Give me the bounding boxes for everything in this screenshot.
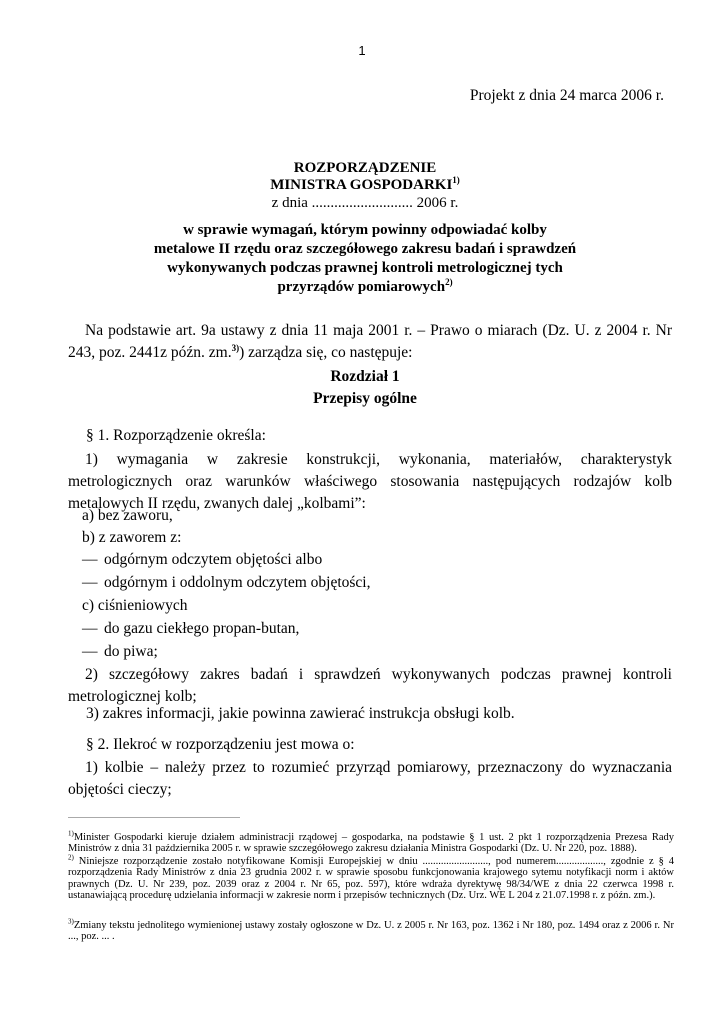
section-2-item-1: 1) kolbie – należy przez to rozumieć przyrząd pomiarowy, przeznaczony do wyznaczania objętości cieczy; [68, 759, 672, 798]
list-item-a: a) bez zaworu, [82, 507, 173, 524]
section-1-item-2: 2) szczegółowy zakres badań i sprawdzeń wykonywanych podczas prawnej kontroli metrologicznej kolb; [68, 666, 672, 705]
chapter-label: Rozdział 1 [330, 368, 400, 385]
preamble [68, 320, 672, 364]
footnote-3-text: Zmiany tekstu jednolitego wymienionej ustawy zostały ogłoszone w Dz. U. z 2005 r. Nr 163, poz. 1362 i Nr 180, poz. 1494 oraz z 2006 r. Nr ..., poz. ... . [68, 920, 674, 943]
chapter-title: Przepisy ogólne [313, 390, 417, 407]
footnote-2 [68, 853, 674, 902]
em-dash-icon: — [82, 574, 98, 591]
dash-item-4-text: do piwa; [104, 643, 158, 660]
page-number: 1 [358, 43, 366, 58]
project-date-line: Projekt z dnia 24 marca 2006 r. [469, 87, 664, 104]
footnote-3 [68, 917, 674, 943]
issuer-text: MINISTRA GOSPODARKI [270, 177, 453, 193]
subject-line-1: w sprawie wymagań, którym powinny odpowiadać kolby [183, 222, 547, 238]
section-1-item-1: 1) wymagania w zakresie konstrukcji, wykonania, materiałów, charakterystyk metrologicznych oraz warunków właściwego stosowania następujących rodzajów kolb metalowych II rzędu, zwanych dalej „kolbami”: [68, 451, 672, 512]
regulation-subject [60, 221, 670, 297]
issuer-title [60, 177, 670, 194]
footnote-separator [68, 817, 240, 818]
subject-line-4-text: przyrządów pomiarowych [277, 279, 446, 295]
footnote-1 [68, 829, 674, 855]
em-dash-icon: — [82, 551, 98, 568]
footnote-ref-3: 3) [231, 342, 240, 353]
preamble-text-a: Na podstawie art. 9a ustawy z dnia 11 maja 2001 r. – Prawo o miarach (Dz. U. z 2004 r. Nr 243, poz. 2441z późn. zm. [68, 322, 672, 361]
dash-item-1-text: odgórnym odczytem objętości albo [104, 551, 323, 568]
dash-item-1 [82, 551, 322, 569]
footnote-1-text: Minister Gospodarki kieruje działem administracji rządowej – gospodarka, na podstawie § 1 ust. 2 pkt 1 rozporządzenia Prezesa Rady Ministrów z dnia 31 października 2005 r. w sprawie szczegółowego zakresu działania Ministra Gospodarki (Dz. U. Nr 220, poz. 1888). [68, 832, 674, 855]
list-item-c: c) ciśnieniowych [82, 597, 188, 614]
section-2-intro: § 2. Ilekroć w rozporządzeniu jest mowa o: [86, 736, 355, 753]
preamble-text-b: ) zarządza się, co następuje: [239, 344, 413, 361]
subject-line-3: wykonywanych podczas prawnej kontroli metrologicznej tych [167, 260, 563, 276]
document-type-title: ROZPORZĄDZENIE [293, 160, 437, 176]
section-1-item-3: 3) zakres informacji, jakie powinna zawierać instrukcja obsługi kolb. [86, 705, 515, 722]
em-dash-icon: — [82, 620, 98, 637]
footnote-3-marker: 3) [68, 917, 74, 926]
footnote-2-text: Niniejsze rozporządzenie zostało notyfikowane Komisji Europejskiej w dniu ........................., pod numerem.................., zgodnie z § 4 rozporządzenia Rady Ministrów z dnia 23 grudnia 2002 r. w sprawie sposobu funkcjonowania krajowego sytemu notyfikacji norm i aktów prawnych (Dz. U. Nr 239, poz. 2039 oraz z 2004 r. Nr 65, poz. 597), które wdraża dyrektywę 98/34/WE z dnia 22 czerwca 1998 r. ustanawiającą procedurę udzielania informacji w zakresie norm i przepisów technicznych (Dz. Urz. WE L 204 z 21.07.1998 r. z późn. zm.). [68, 856, 674, 902]
dash-item-3 [82, 620, 299, 638]
list-item-b: b) z zaworem z: [82, 529, 182, 546]
subject-line-4 [60, 278, 670, 297]
section-1-intro: § 1. Rozporządzenie określa: [86, 427, 266, 444]
footnote-2-marker: 2) [68, 853, 74, 862]
footnote-ref-1: 1) [452, 175, 460, 185]
dash-item-3-text: do gazu ciekłego propan-butan, [104, 620, 300, 637]
footnote-1-marker: 1) [68, 829, 74, 838]
dash-item-4 [82, 643, 158, 661]
regulation-date: z dnia ........................... 2006 r. [271, 195, 459, 211]
dash-item-2 [82, 574, 370, 592]
em-dash-icon: — [82, 643, 98, 660]
subject-line-2: metalowe II rzędu oraz szczegółowego zakresu badań i sprawdzeń [153, 241, 577, 257]
footnote-ref-2: 2) [445, 277, 453, 287]
dash-item-2-text: odgórnym i oddolnym odczytem objętości, [104, 574, 371, 591]
